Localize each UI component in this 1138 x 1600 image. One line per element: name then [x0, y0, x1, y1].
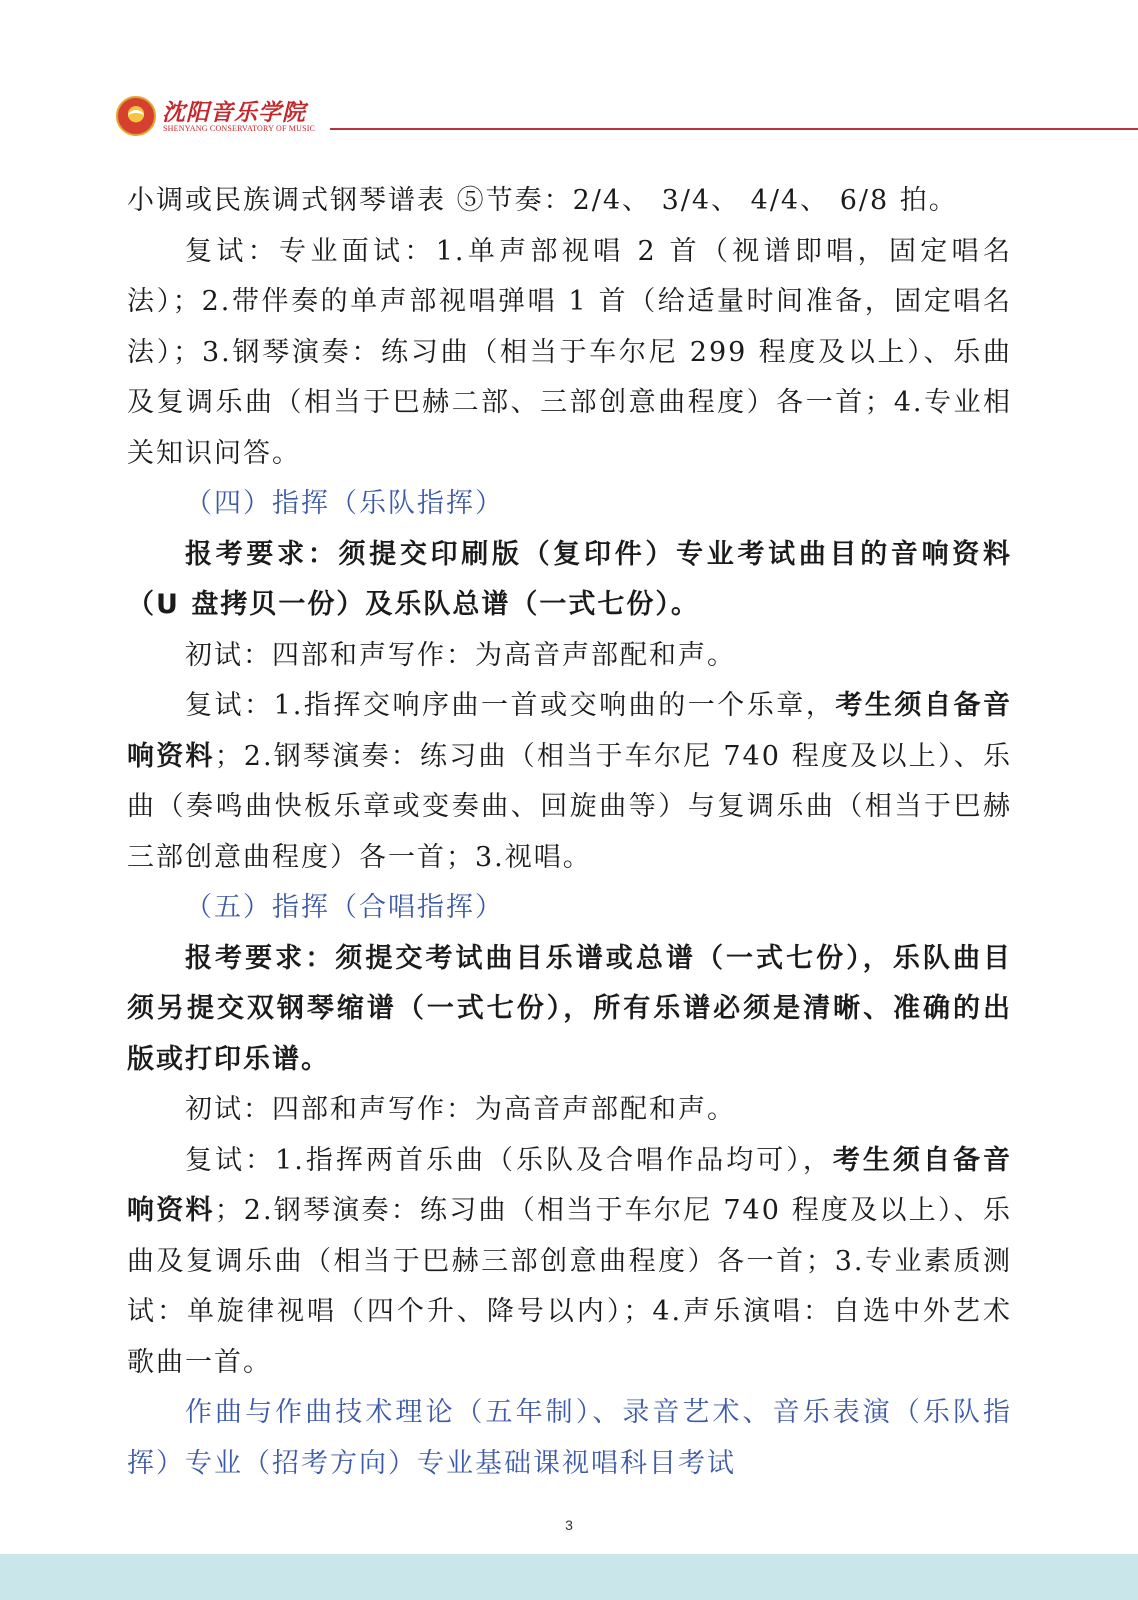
section-heading-orchestra-conducting: （四）指挥（乐队指挥）	[185, 488, 504, 519]
paragraph-retest-composition: 复试：专业面试：1.单声部视唱 2 首（视谱即唱，固定唱名法）；2.带伴奏的单声部视唱弹唱 1 首（给适量时间准备，固定唱名法）；3.钢琴演奏：练习曲（相当于车尔尼 299 程度及以上）、乐曲及复调乐曲（相当于巴赫二部、三部创意曲程度）各一首；4.专业相关知识问答。	[127, 235, 1012, 469]
orchestra-retest-part1: 复试：1.指挥交响序曲一首或交响曲的一个乐章，	[185, 690, 836, 721]
orchestra-initial-exam: 初试：四部和声写作：为高音声部配和声。	[185, 639, 736, 671]
choir-retest-part2: ；2.钢琴演奏：练习曲（相当于车尔尼 740 程度及以上）、乐曲及复调乐曲（相当于巴赫三部创意曲程度）各一首；3.专业素质测试：单旋律视唱（四个升、降号以内）；4.声乐演唱：自选中外艺术歌曲一首。	[127, 1195, 1013, 1378]
orchestra-retest-part2: ；2.钢琴演奏：练习曲（相当于车尔尼 740 程度及以上）、乐曲（奏鸣曲快板乐章或变奏曲、回旋曲等）与复调乐曲（相当于巴赫三部创意曲程度）各一首；3.视唱。	[127, 740, 1013, 873]
choir-retest-part1: 复试：1.指挥两首乐曲（乐队及合唱作品均可），	[185, 1144, 833, 1176]
choir-requirements: 报考要求：须提交考试曲目乐谱或总谱（一式七份），乐队曲目须另提交双钢琴缩谱（一式七份），所有乐谱必须是清晰、准确的出版或打印乐谱。	[127, 942, 1012, 1075]
section-heading-choir-conducting: （五）指挥（合唱指挥）	[185, 892, 504, 923]
document-body	[127, 176, 1012, 1489]
orchestra-requirements: 报考要求：须提交印刷版（复印件）专业考试曲目的音响资料（U 盘拷贝一份）及乐队总谱（一式七份）。	[127, 538, 1012, 620]
choir-retest	[127, 1136, 1012, 1389]
choir-retest-bold: 考生须自备音响资料	[127, 1144, 1012, 1226]
footer-band	[0, 1554, 1138, 1600]
orchestra-retest	[127, 681, 1012, 883]
choir-initial-exam: 初试：四部和声写作：为高音声部配和声。	[185, 1094, 736, 1125]
page-header	[0, 0, 1138, 150]
school-name-chinese: 沈阳音乐学院	[162, 100, 306, 126]
header-divider	[330, 128, 1138, 130]
paragraph-continuation: 小调或民族调式钢琴谱表 ⑤节奏：2/4、 3/4、 4/4、 6/8 拍。	[127, 185, 958, 216]
orchestra-retest-bold: 考生须自备音响资料	[127, 690, 1012, 772]
school-name-english: SHENYANG CONSERVATORY OF MUSIC	[163, 124, 316, 133]
page-number: 3	[565, 1517, 573, 1533]
school-emblem-icon	[116, 96, 156, 136]
section-heading-sight-singing: 作曲与作曲技术理论（五年制）、录音艺术、音乐表演（乐队指挥）专业（招考方向）专业基础课视唱科目考试	[127, 1397, 1012, 1479]
